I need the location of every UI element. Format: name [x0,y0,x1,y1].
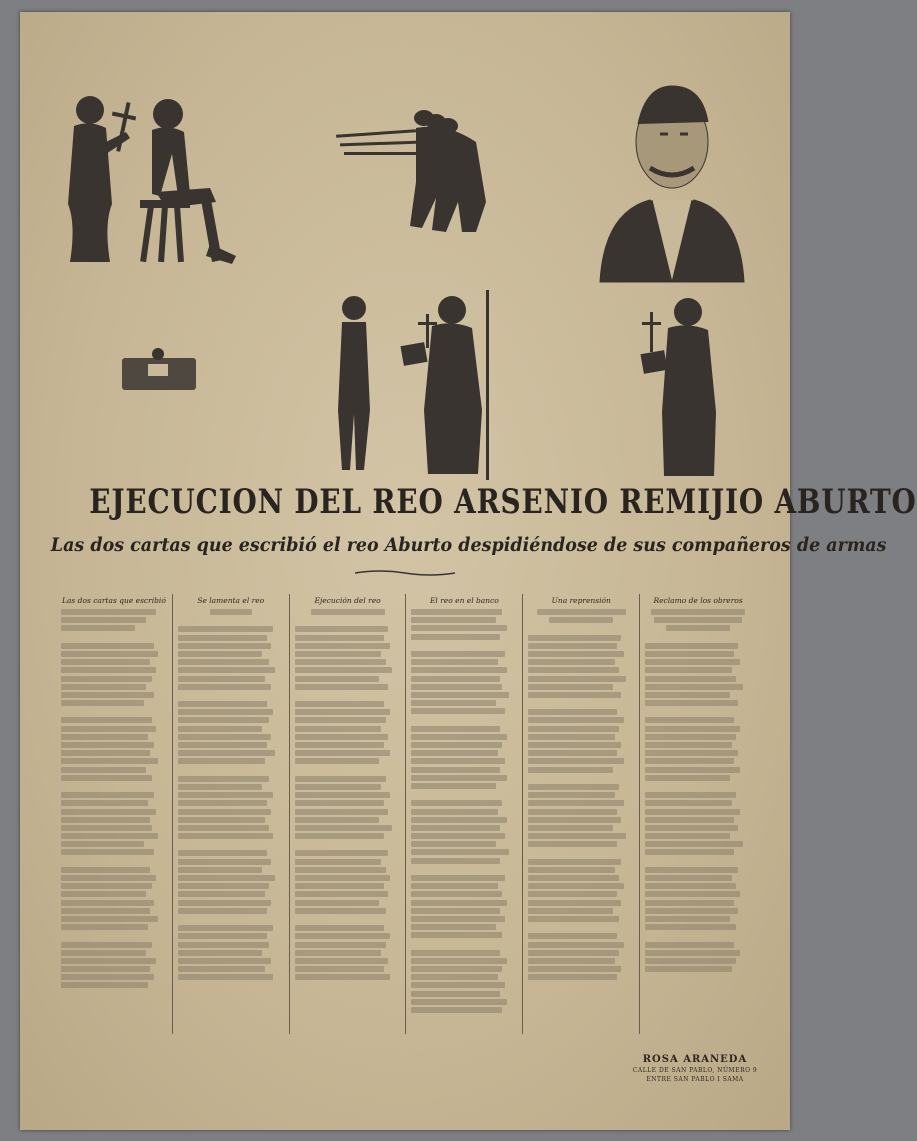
verse-column-3 [290,594,407,1034]
publisher-address-line-2: ENTRE SAN PABLO I SAMA [646,1076,744,1083]
verse-column-6 [640,594,756,1034]
broadside-sheet [20,12,917,1130]
publisher-name: ROSA ARANEDA [642,1054,748,1065]
verse-column-1 [56,594,173,1034]
prisoner-and-friar-illustration [332,290,492,480]
publisher-imprint [610,1054,780,1083]
verse-column-2 [173,594,290,1034]
verse-column-title: Las dos cartas que escribió [61,596,166,605]
verse-column-title: Una reprensión [551,596,611,605]
small-vignette-illustration [118,344,200,394]
poster-title: EJECUCION DEL REO ARSENIO REMIJIO ABURTO [89,482,917,522]
verse-column-title: Ejecución del reo [314,596,381,605]
portrait-illustration [590,72,750,282]
verse-column-4 [406,594,523,1034]
verse-column-title: El reo en el banco [429,596,499,605]
verse-column-title: Se lamenta el reo [197,596,265,605]
verse-columns [56,594,756,1034]
verse-column-title: Reclamo de los obreros [653,596,743,605]
friar-with-cross-illustration [618,292,728,478]
friar-and-prisoner-illustration [60,84,250,269]
publisher-address-line-1: CALLE DE SAN PABLO, NÚMERO 9 [632,1067,758,1074]
poster-subtitle: Las dos cartas que escribió el reo Aburto despidiéndose de sus compañeros de armas [50,534,887,556]
firing-squad-illustration [336,102,486,237]
ornament-divider [355,569,455,577]
verse-column-5 [523,594,640,1034]
